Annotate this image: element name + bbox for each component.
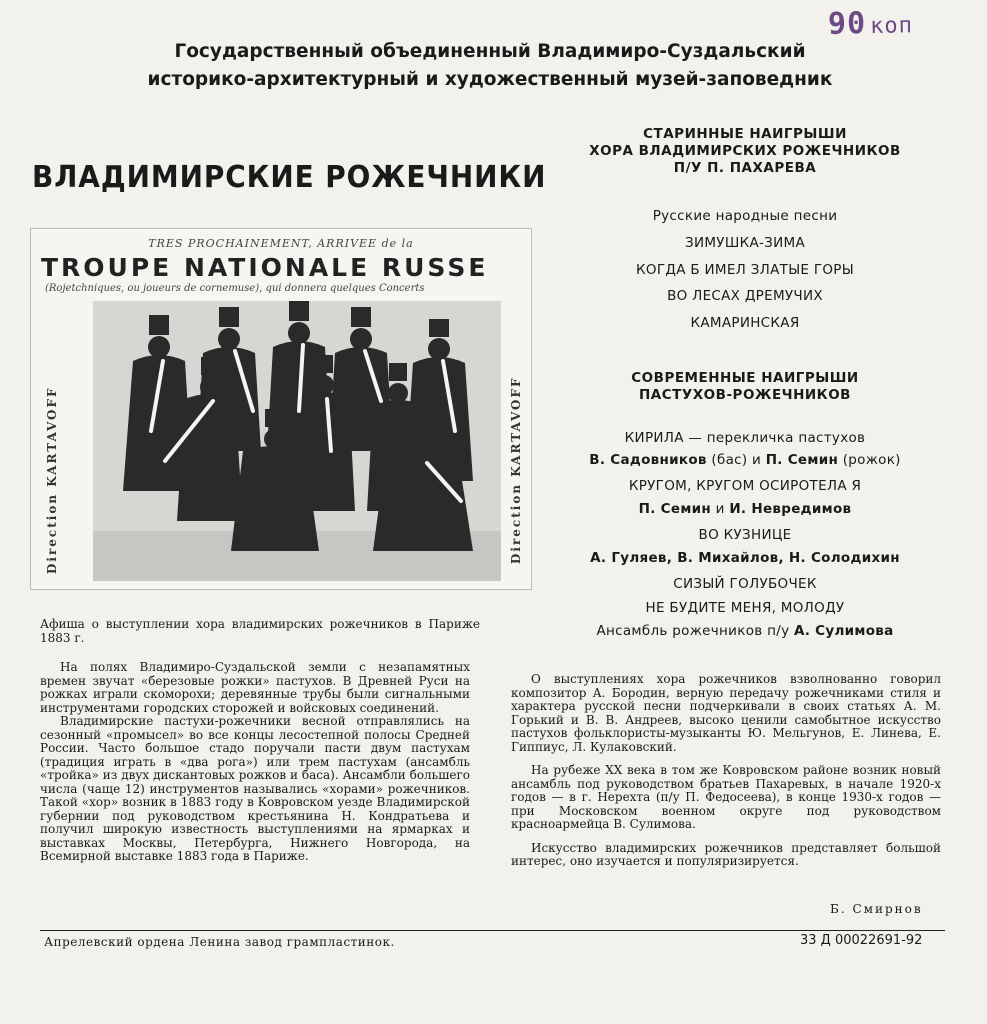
section2-heading-line: СОВРЕМЕННЫЕ НАИГРЫШИ bbox=[631, 370, 859, 386]
museum-line-2: историко-архитектурный и художественный музей-заповедник bbox=[147, 69, 833, 90]
price-stamp bbox=[828, 5, 913, 41]
performer: А. Гуляев, В. Михайлов, Н. Солодихин bbox=[590, 550, 900, 566]
paragraph: Владимирские пастухи-рожечники весной отправлялись на сезонный «промысел» во все концы лесостепной полосы Средней России. Часто большое стадо поручали пасти двум пастухам (традиция играть в «два рога») или трем пастухам (ансамбль «тройка» из двух дискантовых рожков и баса). Ансамбли большего числа (чаще 12) инструментов назывались «хорами» рожечников. Такой «хор» возник в 1883 году в Ковровском уезде Владимирской губернии под руководством крестьянина Н. Кондратьева и получил широкую известность выступлениями на ярмарках и выставках Москвы, Петербурга, Нижнего Новгорода, на Всемирной выставке 1883 года в Париже. bbox=[40, 714, 470, 863]
section1-heading bbox=[540, 126, 950, 177]
track-1-performers bbox=[540, 452, 950, 468]
price-amount: 90 bbox=[827, 6, 867, 42]
paragraph: О выступлениях хора рожечников взволнованно говорил композитор А. Бородин, верную передачу рожечниками стиля и характера русской песни подчеркивали в своих статьях А. М. Горький и В. В. Андреев, высоко ценили самобытное искусство пастухов фольклористы-музыканты Ю. Мельгунов, Е. Линева, Е. Гиппиус, Л. Кулаковский. bbox=[511, 672, 941, 754]
paragraph: Искусство владимирских рожечников представляет большой интерес, оно изучается и популяризируется. bbox=[511, 840, 941, 868]
musicians-photo bbox=[93, 301, 501, 581]
track-title: КРУГОМ, КРУГОМ ОСИРОТЕЛА Я bbox=[628, 478, 862, 494]
performer-role: (бас) и bbox=[706, 452, 766, 468]
performer-role: (рожок) bbox=[838, 452, 901, 468]
track-title: КИРИЛА bbox=[624, 430, 684, 446]
paragraph: На рубеже XX века в том же Ковровском районе возник новый ансамбль под руководством братьев Пахаревых, в начале 1920-х годов — в г. Нерехта (п/у П. Федосеева), в конце 1930-х годов — при Московском военном округе под руководством красноармейца В. Сулимова. bbox=[511, 763, 941, 831]
museum-header bbox=[120, 38, 860, 94]
author-signature: Б. Смирнов bbox=[830, 902, 923, 916]
track-title: КОГДА Б ИМЕЛ ЗЛАТЫЕ ГОРЫ bbox=[636, 262, 854, 278]
track-description: — перекличка пастухов bbox=[683, 430, 866, 446]
performer: П. Семин bbox=[638, 501, 712, 517]
manufacturer-text: Апрелевский ордена Ленина завод грампластинок. bbox=[44, 935, 395, 949]
section2-heading bbox=[540, 370, 950, 404]
left-text-column bbox=[40, 661, 470, 864]
ensemble-leader: А. Сулимова bbox=[793, 623, 894, 639]
poster-side-right: Direction KARTAVOFF bbox=[509, 376, 523, 564]
museum-line-1: Государственный объединенный Владимиро-Суздальский bbox=[174, 41, 806, 62]
track-title: ВО ЛЕСАХ ДРЕМУЧИХ bbox=[667, 288, 823, 304]
ensemble-credit bbox=[540, 623, 950, 639]
page-title: ВЛАДИМИРСКИЕ РОЖЕЧНИКИ bbox=[32, 160, 547, 195]
section1-heading-line: ХОРА ВЛАДИМИРСКИХ РОЖЕЧНИКОВ bbox=[589, 143, 901, 159]
poster-line-1: TRES PROCHAINEMENT, ARRIVEE de la bbox=[148, 237, 414, 250]
right-text-column bbox=[511, 673, 941, 869]
price-unit: коп bbox=[869, 13, 914, 40]
track-title: ЗИМУШКА-ЗИМА bbox=[685, 235, 805, 251]
poster-side-left: Direction KARTAVOFF bbox=[45, 386, 59, 574]
track-title: СИЗЫЙ ГОЛУБОЧЕК bbox=[673, 576, 817, 592]
section1-heading-line: СТАРИННЫЕ НАИГРЫШИ bbox=[643, 126, 847, 142]
track-1 bbox=[540, 430, 950, 446]
paragraph: На полях Владимиро-Суздальской земли с незапамятных времен звучат «березовые рожки» пастухов. В Древней Руси на рожках играли скоморохи; деревянные трубы были сигнальными инструментами городских сторожей и войсковых соединений. bbox=[40, 660, 470, 715]
poster-line-2: TROUPE NATIONALE RUSSE bbox=[41, 253, 489, 282]
track-title: НЕ БУДИТЕ МЕНЯ, МОЛОДУ bbox=[645, 600, 845, 616]
section1-heading-line: П/У П. ПАХАРЕВА bbox=[673, 160, 817, 176]
track-2-performers bbox=[540, 501, 950, 517]
performer: В. Садовников bbox=[589, 452, 707, 468]
catalog-number: 33 Д 00022691-92 bbox=[800, 933, 923, 948]
conjunction: и bbox=[711, 501, 730, 517]
poster-line-3: (Rojetchniques, ou joueurs de cornemuse), qui donnera quelques Concerts bbox=[45, 283, 425, 294]
footer-divider bbox=[40, 930, 945, 931]
poster-image bbox=[30, 228, 532, 590]
poster-caption: Афиша о выступлении хора владимирских рожечников в Париже 1883 г. bbox=[40, 617, 480, 645]
ensemble-label: Ансамбль рожечников п/у bbox=[596, 623, 794, 639]
track-title: ВО КУЗНИЦЕ bbox=[698, 527, 792, 543]
track-title: КАМАРИНСКАЯ bbox=[690, 315, 800, 331]
section1-subtitle: Русские народные песни bbox=[652, 208, 838, 224]
performer: И. Невредимов bbox=[729, 501, 852, 517]
section2-heading-line: ПАСТУХОВ-РОЖЕЧНИКОВ bbox=[639, 387, 851, 403]
performer: П. Семин bbox=[765, 452, 839, 468]
track-3-performers bbox=[540, 550, 950, 566]
